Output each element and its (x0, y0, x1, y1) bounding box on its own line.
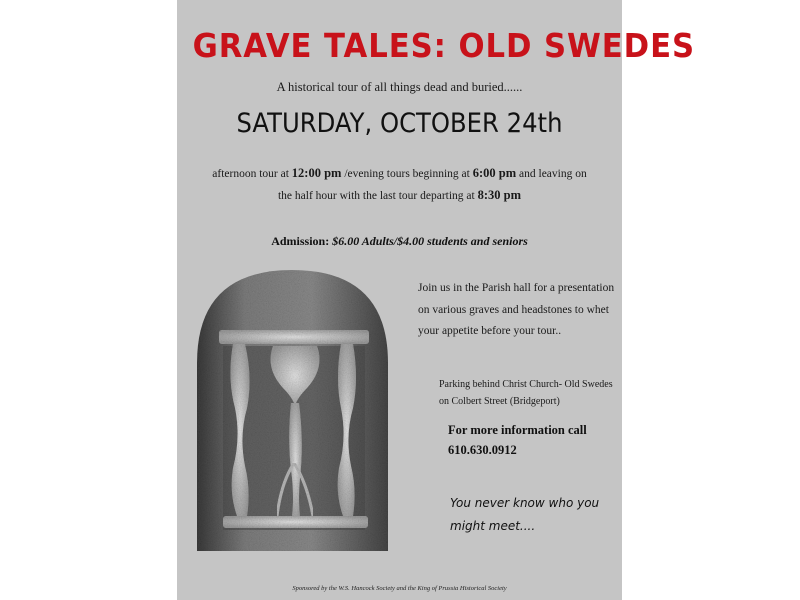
time-evening: 6:00 pm (472, 166, 517, 180)
tagline-line-1: You never know who you (450, 496, 600, 510)
contact-info (448, 420, 618, 460)
parking-line-1: Parking behind Christ Church- Old Swedes (439, 379, 613, 390)
parking-info (439, 376, 619, 410)
contact-phone: 610.630.0912 (448, 443, 517, 457)
tagline (450, 492, 620, 538)
tagline-line-2: might meet.... (450, 519, 536, 533)
tour-times (207, 163, 592, 207)
sponsor-credit: Sponsored by the W.S. Hancock Society and the King of Prussia Historical Society (292, 585, 507, 592)
hourglass-headstone-icon (195, 268, 390, 551)
event-date: SATURDAY, OCTOBER 24th (236, 108, 563, 139)
times-text-1: afternoon tour at (212, 168, 292, 180)
poster-subtitle: A historical tour of all things dead and buried...... (276, 80, 523, 94)
times-text-2: /evening tours beginning at (341, 168, 473, 180)
parish-hall-note: Join us in the Parish hall for a presentation on various graves and headstones to whet your appetite before your tour.. (418, 282, 615, 337)
parking-line-2: on Colbert Street (Bridgeport) (439, 396, 560, 407)
admission-line (177, 234, 622, 249)
poster-title: GRAVE TALES: OLD SWEDES (192, 26, 696, 65)
time-afternoon: 12:00 pm (291, 166, 342, 180)
flyer-poster (177, 0, 696, 600)
admission-price: $6.00 Adults/$4.00 students and seniors (332, 234, 528, 248)
time-last: 8:30 pm (477, 188, 521, 202)
times-text-3: and leaving on the half hour with the last tour departing at (277, 168, 587, 202)
admission-label: Admission: (271, 234, 333, 248)
contact-label: For more information call (448, 423, 587, 437)
